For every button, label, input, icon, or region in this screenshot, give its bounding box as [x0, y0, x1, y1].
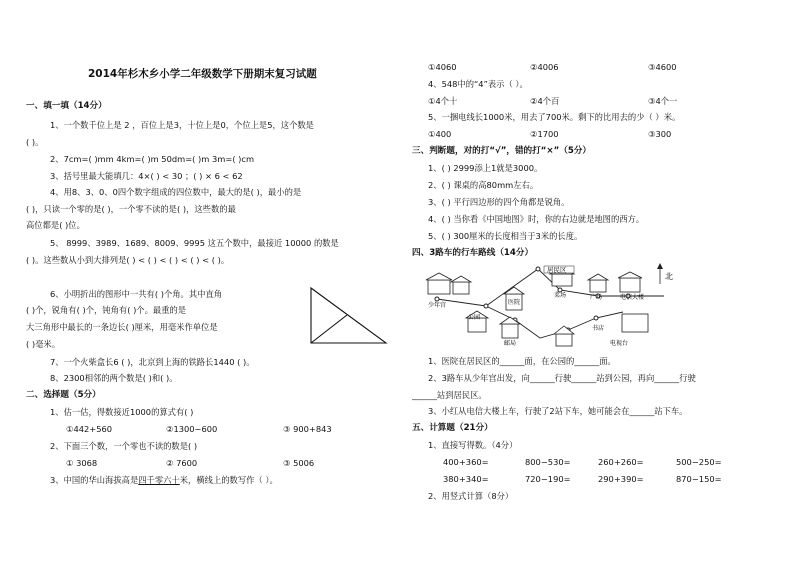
choice-2: 2、下面三个数，一个零也不读的数是( )	[50, 441, 198, 451]
map-question-2-line-2: ______站到居民区。	[412, 390, 487, 400]
question-4-line-2: ( )，只读一个零的是( )，一个零不读的是( )，这些数的最	[26, 204, 236, 214]
question-6-line-3: 大三角形中最长的一条边长( )厘米，用毫米作单位是	[26, 322, 218, 332]
choice-1: 1、估一估，得数接近1000的算式有( )	[50, 407, 194, 417]
calc-instruction-2: 2、用竖式计算（8分）	[428, 491, 514, 501]
map-question-3: 3、小红从电信大楼上车，行驶了2站下车，她可能会在______站下车。	[428, 406, 688, 416]
choice-1-option-1: ①442+560	[66, 424, 113, 434]
north-label: 北	[665, 272, 673, 281]
choice-4-option-3: ③4个一	[648, 96, 678, 106]
calc-row1-item2: 800−530=	[525, 457, 571, 467]
section-5-heading: 五、计算题（21分）	[412, 423, 493, 433]
choice-3-suffix: 米，横线上的数写作（ ）。	[179, 475, 278, 485]
calc-row2-item3: 290+390=	[598, 474, 644, 484]
question-1-line-2: ( )。	[26, 137, 44, 147]
choice-3	[50, 475, 278, 486]
judge-5: 5、( ) 300厘米的长度相当于3米的长度。	[428, 231, 583, 241]
section-4-heading: 四、3路车的行车路线（14分）	[412, 248, 534, 258]
map-label-square: 广场	[590, 294, 603, 301]
map-question-1: 1、医院在居民区的______面，在公园的______面。	[428, 356, 616, 366]
question-6-line-4: ( )毫米。	[26, 339, 61, 349]
choice-2-option-3: ③ 5006	[283, 458, 315, 468]
question-3: 3、括号里最大能填几：4×( ) < 30 ；( ) × 6 < 62	[50, 171, 243, 181]
choice-5-option-1: ①400	[428, 129, 452, 139]
calc-row1-item4: 500−250=	[676, 457, 722, 467]
choice-3-option-2: ②4006	[530, 62, 559, 72]
map-label-youth-palace: 少年宫	[428, 302, 447, 309]
choice-2-option-2: ② 7600	[166, 458, 198, 468]
calc-row2-item1: 380+340=	[443, 474, 489, 484]
question-6-line-1: 6、小明折出的图形中一共有( )个角。其中直角	[50, 289, 223, 299]
bus-route-map	[420, 262, 690, 348]
section-1-heading: 一、填一填（14分）	[26, 101, 107, 111]
choice-5-option-2: ②1700	[530, 129, 559, 139]
map-question-2-line-1: 2、3路车从少年宫出发，向______行驶______站到公园，再向______行驶	[428, 373, 696, 383]
calc-instruction-1: 1、直接写得数。（4分）	[428, 440, 518, 450]
question-1-line-1: 1、一个数千位上是 2 ，百位上是3，十位上是0，个位上是5，这个数是	[50, 120, 314, 130]
calc-row2-item4: 870−150=	[676, 474, 722, 484]
judge-2: 2、( ) 课桌的高80mm左右。	[428, 180, 539, 190]
question-6-line-2: ( )个，锐角有( )个，钝角有( )个。最重的是	[26, 305, 187, 315]
question-5-line-2: ( )。这些数从小到大排列是( ) < ( ) < ( ) < ( ) < ( )。	[26, 255, 230, 265]
choice-3-option-3: ③4600	[648, 62, 677, 72]
choice-2-option-1: ① 3068	[66, 458, 98, 468]
choice-4: 4、548中的“4”表示（ ）。	[428, 79, 528, 89]
calc-row1-item3: 260+260=	[598, 457, 644, 467]
choice-1-option-3: ③ 900+843	[283, 424, 332, 434]
judge-1: 1、( ) 2999添上1就是3000。	[428, 163, 543, 173]
map-label-market: 菜场	[554, 292, 567, 299]
question-2: 2、7cm=( )mm 4km=( )m 50dm=( )m 3m=( )cm	[50, 154, 255, 164]
page-title: 2014年杉木乡小学二年级数学下册期末复习试题	[88, 68, 317, 80]
map-label-park: 公园	[468, 314, 481, 321]
choice-3-underlined-number: 四千零六十	[138, 475, 180, 485]
choice-3-prefix: 3、中国的华山海拔高是	[50, 475, 139, 485]
map-label-tv-station: 电视台	[610, 340, 629, 347]
section-3-heading: 三、判断题，对的打“√”，错的打“×”（5分）	[412, 146, 592, 156]
question-4-line-3: 高位都是( )位。	[26, 220, 85, 230]
map-label-hospital: 医院	[508, 299, 521, 306]
folded-triangle-figure	[309, 285, 389, 349]
calc-row2-item2: 720−190=	[525, 474, 571, 484]
choice-5: 5、一捆电线长1000米，用去了700米。剩下的比用去的少（ ）米。	[428, 112, 681, 122]
map-label-telecom-building: 电信大楼	[620, 294, 645, 301]
map-label-bookstore: 书店	[592, 325, 605, 332]
judge-3: 3、( ) 平行四边形的四个角都是锐角。	[428, 197, 570, 207]
map-label-post-office: 邮局	[504, 340, 517, 347]
choice-5-option-3: ③300	[648, 129, 672, 139]
map-label-residential: 居民区	[547, 266, 567, 274]
building-icons	[426, 267, 648, 346]
question-8: 8、2300相邻的两个数是( )和( )。	[50, 373, 178, 383]
choice-1-option-2: ②1300−600	[166, 424, 218, 434]
section-2-heading: 二、选择题（5分）	[26, 390, 101, 400]
choice-4-option-1: ①4个十	[428, 96, 458, 106]
question-5-line-1: 5、 8999、3989、1689、8009、9995 这五个数中，最接近 10000 的数是	[50, 238, 339, 248]
choice-4-option-2: ②4个百	[530, 96, 560, 106]
choice-3-option-1: ①4060	[428, 62, 457, 72]
question-4-line-1: 4、用8、3、0、0四个数字组成的四位数中，最大的是( )，最小的是	[50, 187, 302, 197]
question-7: 7、一个火柴盒长6 ( )，北京到上海的铁路长1440 ( )。	[50, 357, 255, 367]
calc-row1-item1: 400+360=	[443, 457, 489, 467]
judge-4: 4、( ) 当你看《中国地图》时，你的右边就是地图的西方。	[428, 214, 645, 224]
